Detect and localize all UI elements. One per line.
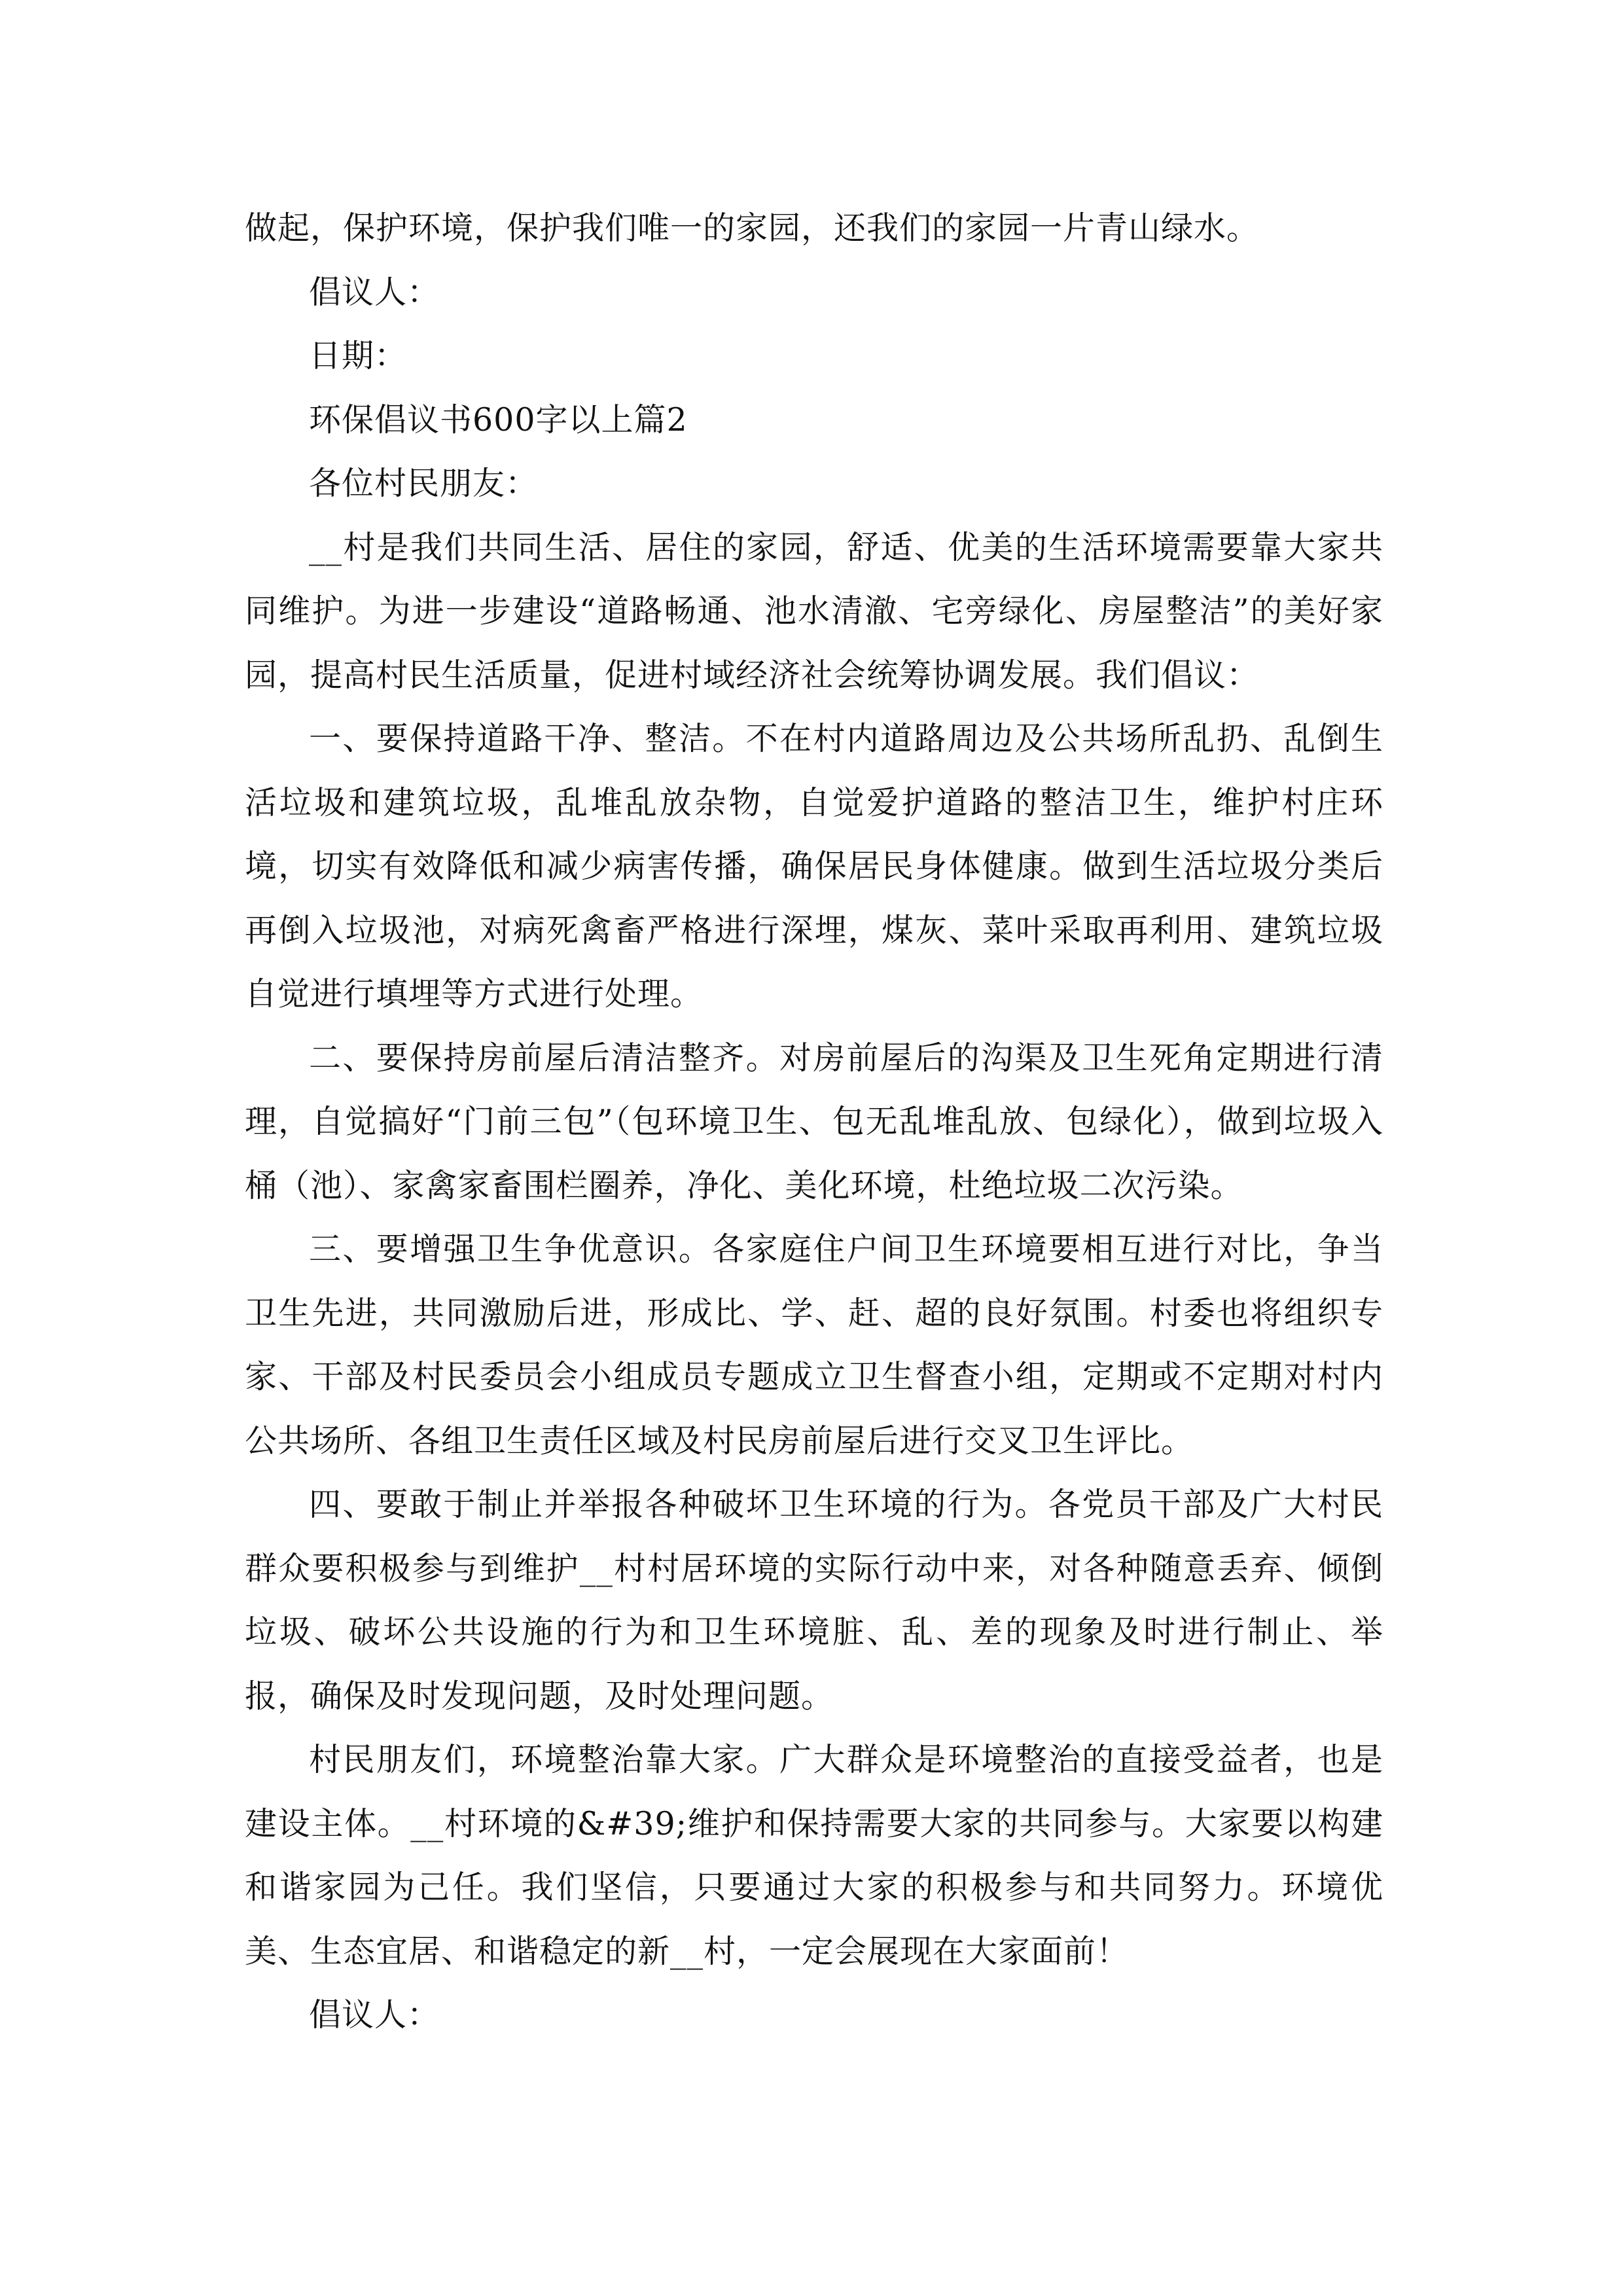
paragraph: 二、要保持房前屋后清洁整齐。对房前屋后的沟渠及卫生死角定期进行清理，自觉搞好“门前三包”（包环境卫生、包无乱堆乱放、包绿化），做到垃圾入桶（池）、家禽家畜围栏圈养，净化、美化环境，杜绝垃圾二次污染。 [245,1039,1383,1204]
date-label: 日期： [309,337,408,374]
paragraph: 做起，保护环境，保护我们唯一的家园，还我们的家园一片青山绿水。 [245,209,1260,247]
document-body [245,196,1383,2047]
section-heading: 环保倡议书600字以上篇2 [309,401,688,439]
paragraph: 村民朋友们，环境整治靠大家。广大群众是环境整治的直接受益者，也是建设主体。__村环境的&#39;维护和保持需要大家的共同参与。大家要以构建和谐家园为己任。我们坚信，只要通过大家的积极参与和共同努力。环境优美、生态宜居、和谐稳定的新__村，一定会展现在大家面前！ [245,1741,1383,1970]
signatory-label: 倡议人： [309,1996,440,2034]
salutation: 各位村民朋友： [309,465,539,502]
signatory-label: 倡议人： [309,273,440,311]
paragraph: 三、要增强卫生争优意识。各家庭住户间卫生环境要相互进行对比，争当卫生先进，共同激励后进，形成比、学、赶、超的良好氛围。村委也将组织专家、干部及村民委员会小组成员专题成立卫生督查小组，定期或不定期对村内公共场所、各组卫生责任区域及村民房前屋后进行交叉卫生评比。 [245,1230,1383,1460]
paragraph: __村是我们共同生活、居住的家园，舒适、优美的生活环境需要靠大家共同维护。为进一步建设“道路畅通、池水清澈、宅旁绿化、房屋整洁”的美好家园，提高村民生活质量，促进村域经济社会统筹协调发展。我们倡议： [245,528,1383,694]
paragraph: 四、要敢于制止并举报各种破坏卫生环境的行为。各党员干部及广大村民群众要积极参与到维护__村村居环境的实际行动中来，对各种随意丢弃、倾倒垃圾、破坏公共设施的行为和卫生环境脏、乱、差的现象及时进行制止、举报，确保及时发现问题，及时处理问题。 [245,1486,1383,1715]
paragraph: 一、要保持道路干净、整洁。不在村内道路周边及公共场所乱扔、乱倒生活垃圾和建筑垃圾，乱堆乱放杂物，自觉爱护道路的整洁卫生，维护村庄环境，切实有效降低和减少病害传播，确保居民身体健康。做到生活垃圾分类后再倒入垃圾池，对病死禽畜严格进行深埋，煤灰、菜叶采取再利用、建筑垃圾自觉进行填埋等方式进行处理。 [245,720,1383,1013]
